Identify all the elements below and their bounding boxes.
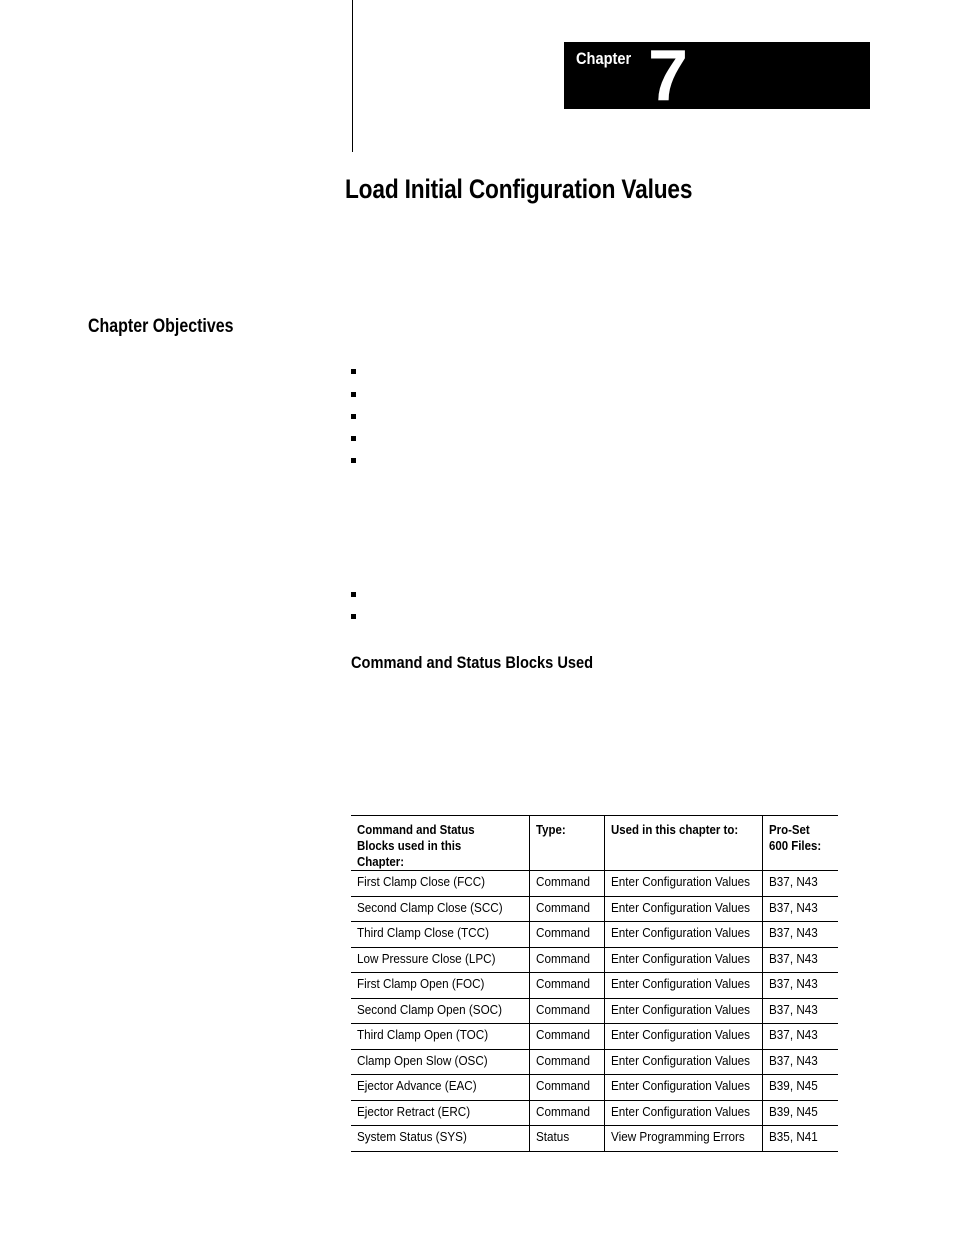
cell-purpose: Enter Configuration Values xyxy=(604,1024,762,1050)
cell-purpose: Enter Configuration Values xyxy=(604,973,762,999)
chapter-tab xyxy=(564,42,870,109)
cell-purpose: Enter Configuration Values xyxy=(604,896,762,922)
cell-files: B39, N45 xyxy=(762,1075,838,1101)
header-blocks: Command and Status Blocks used in this Chapter: xyxy=(357,822,475,869)
cell-files: B37, N43 xyxy=(762,998,838,1024)
cell-block-name: Third Clamp Close (TCC) xyxy=(357,925,489,940)
cell-type: Command xyxy=(529,947,604,973)
table-row xyxy=(351,1024,838,1050)
table-row xyxy=(351,1049,838,1075)
page-title: Load Initial Configuration Values xyxy=(345,174,693,204)
cell-files: B35, N41 xyxy=(762,1126,838,1152)
cell-block-name: System Status (SYS) xyxy=(357,1129,467,1144)
section-heading-chapter-objectives: Chapter Objectives xyxy=(88,316,234,337)
bullet-marker xyxy=(351,414,356,419)
header-used-for: Used in this chapter to: xyxy=(604,816,762,871)
chapter-number: 7 xyxy=(648,42,689,109)
cell-purpose: Enter Configuration Values xyxy=(604,998,762,1024)
cell-files: B37, N43 xyxy=(762,871,838,897)
cell-files: B39, N45 xyxy=(762,1100,838,1126)
cell-block-name: First Clamp Close (FCC) xyxy=(357,874,486,889)
command-status-blocks-table xyxy=(351,815,838,1152)
cell-type: Status xyxy=(529,1126,604,1152)
cell-type: Command xyxy=(529,1049,604,1075)
cell-type: Command xyxy=(529,1024,604,1050)
cell-block-name: Ejector Advance (EAC) xyxy=(357,1078,477,1093)
cell-purpose: Enter Configuration Values xyxy=(604,1075,762,1101)
cell-block-name: Low Pressure Close (LPC) xyxy=(357,950,496,966)
table-row xyxy=(351,947,838,973)
header-type: Type: xyxy=(529,816,604,871)
cell-files: B37, N43 xyxy=(762,1049,838,1075)
cell-block-name: Clamp Open Slow (OSC) xyxy=(357,1052,488,1068)
cell-type: Command xyxy=(529,973,604,999)
header-files: Pro-Set 600 Files: xyxy=(762,816,838,871)
cell-block-name: Third Clamp Open (TOC) xyxy=(357,1027,489,1042)
table-row xyxy=(351,1075,838,1101)
table-row xyxy=(351,922,838,948)
cell-type: Command xyxy=(529,1075,604,1101)
cell-block-name: Second Clamp Close (SCC) xyxy=(357,899,503,915)
table-row xyxy=(351,973,838,999)
bullet-marker xyxy=(351,392,356,397)
cell-purpose: Enter Configuration Values xyxy=(604,947,762,973)
cell-type: Command xyxy=(529,871,604,897)
chapter-label: Chapter xyxy=(576,49,632,68)
cell-purpose: Enter Configuration Values xyxy=(604,922,762,948)
cell-type: Command xyxy=(529,922,604,948)
cell-type: Command xyxy=(529,998,604,1024)
cell-files: B37, N43 xyxy=(762,922,838,948)
cell-purpose: Enter Configuration Values xyxy=(604,1100,762,1126)
table-row xyxy=(351,896,838,922)
table-row xyxy=(351,998,838,1024)
cell-block-name: Ejector Retract (ERC) xyxy=(357,1103,471,1119)
cell-purpose: View Programming Errors xyxy=(604,1126,762,1152)
bullet-marker xyxy=(351,369,356,374)
bullet-marker xyxy=(351,458,356,463)
bullet-marker xyxy=(351,436,356,441)
cell-purpose: Enter Configuration Values xyxy=(604,871,762,897)
cell-block-name: First Clamp Open (FOC) xyxy=(357,976,485,991)
cell-type: Command xyxy=(529,1100,604,1126)
bullet-marker xyxy=(351,614,356,619)
cell-files: B37, N43 xyxy=(762,973,838,999)
cell-type: Command xyxy=(529,896,604,922)
table-row xyxy=(351,871,838,897)
table-row xyxy=(351,1126,838,1152)
cell-block-name: Second Clamp Open (SOC) xyxy=(357,1001,503,1017)
bullet-marker xyxy=(351,592,356,597)
cell-purpose: Enter Configuration Values xyxy=(604,1049,762,1075)
margin-rule xyxy=(352,0,353,152)
subsection-heading: Command and Status Blocks Used xyxy=(351,653,594,672)
cell-files: B37, N43 xyxy=(762,896,838,922)
cell-files: B37, N43 xyxy=(762,1024,838,1050)
table-row xyxy=(351,1100,838,1126)
cell-files: B37, N43 xyxy=(762,947,838,973)
table-header-row xyxy=(351,816,838,871)
